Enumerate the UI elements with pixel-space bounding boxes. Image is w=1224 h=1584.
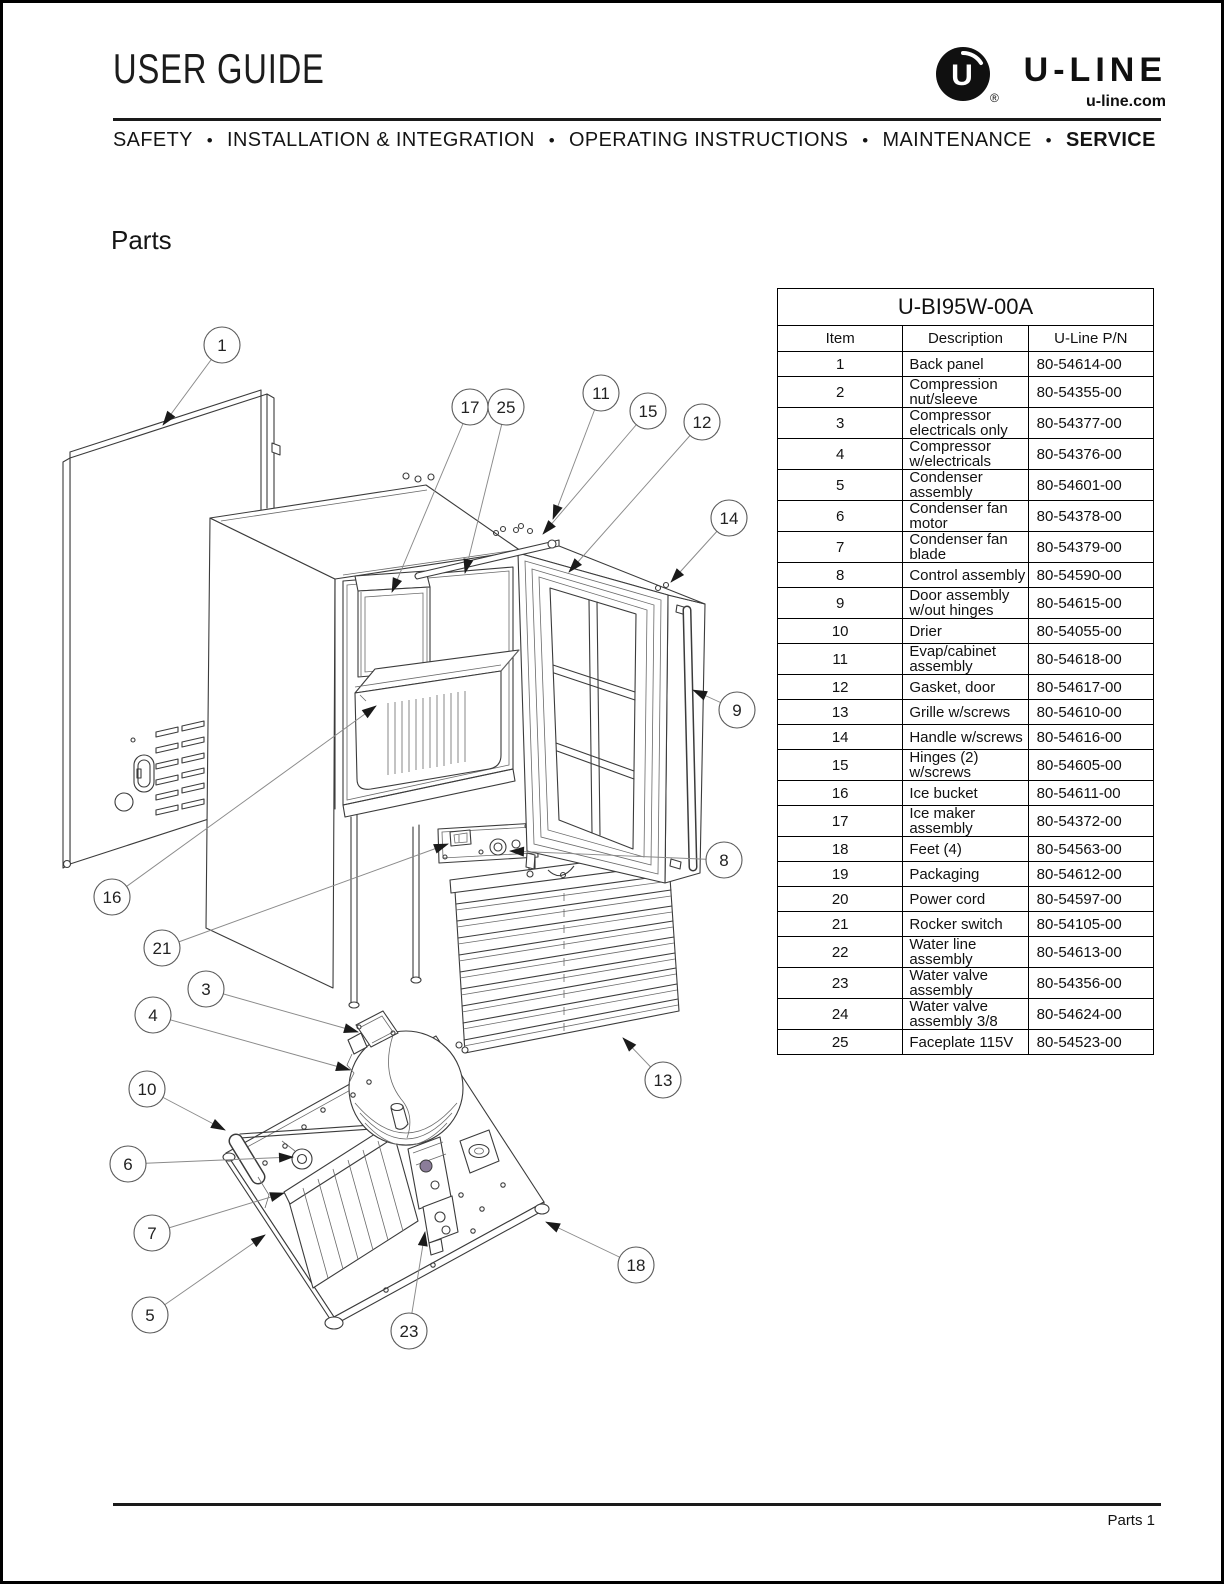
- part-number-cell: 80-54356-00: [1028, 968, 1153, 999]
- footer-divider: [113, 1503, 1161, 1506]
- part-number-cell: 80-54624-00: [1028, 999, 1153, 1030]
- column-header: Item: [778, 326, 903, 352]
- description-cell: Faceplate 115V: [903, 1030, 1028, 1055]
- item-cell: 2: [778, 377, 903, 408]
- callout-number: 12: [692, 412, 712, 432]
- part-number-cell: 80-54590-00: [1028, 563, 1153, 588]
- item-cell: 13: [778, 700, 903, 725]
- part-number-cell: 80-54610-00: [1028, 700, 1153, 725]
- callout-number: 14: [719, 508, 739, 528]
- leader-line-3: [206, 989, 358, 1032]
- item-cell: 6: [778, 501, 903, 532]
- door-drawing: [518, 544, 705, 883]
- nav-item-safety: SAFETY: [113, 129, 193, 151]
- exploded-parts-diagram: [3, 3, 1224, 1584]
- item-cell: 14: [778, 725, 903, 750]
- svg-text:U: U: [951, 59, 973, 92]
- leader-line-11: [553, 393, 601, 519]
- callout-number: 8: [719, 850, 729, 870]
- brand-logotype: U-LINE: [1023, 51, 1167, 89]
- callout-number: 23: [399, 1321, 419, 1341]
- item-cell: 10: [778, 619, 903, 644]
- compressor-deck-drawing: [223, 1011, 549, 1329]
- leader-line-15: [543, 411, 648, 534]
- part-number-cell: 80-54105-00: [1028, 912, 1153, 937]
- callout-number: 3: [201, 979, 211, 999]
- callout-number: 18: [626, 1255, 646, 1275]
- description-cell: Handle w/screws: [903, 725, 1028, 750]
- description-cell: Hinges (2) w/screws: [903, 750, 1028, 781]
- description-cell: Condenser assembly: [903, 470, 1028, 501]
- description-cell: Ice bucket: [903, 781, 1028, 806]
- callout-number: 15: [638, 401, 658, 421]
- part-number-cell: 80-54616-00: [1028, 725, 1153, 750]
- description-cell: Power cord: [903, 887, 1028, 912]
- part-number-cell: 80-54055-00: [1028, 619, 1153, 644]
- item-cell: 1: [778, 352, 903, 377]
- callout-number: 4: [148, 1005, 158, 1025]
- column-header: U-Line P/N: [1028, 326, 1153, 352]
- description-cell: Rocker switch: [903, 912, 1028, 937]
- part-number-cell: 80-54377-00: [1028, 408, 1153, 439]
- description-cell: Drier: [903, 619, 1028, 644]
- control-assembly-drawing: [438, 823, 538, 863]
- part-number-cell: 80-54618-00: [1028, 644, 1153, 675]
- item-cell: 21: [778, 912, 903, 937]
- nav-separator: •: [206, 130, 214, 150]
- description-cell: Water valve assembly: [903, 968, 1028, 999]
- nav-separator: •: [1045, 130, 1053, 150]
- item-cell: 12: [778, 675, 903, 700]
- part-number-cell: 80-54597-00: [1028, 887, 1153, 912]
- callout-number: 7: [147, 1223, 157, 1243]
- part-number-cell: 80-54601-00: [1028, 470, 1153, 501]
- part-number-cell: 80-54379-00: [1028, 532, 1153, 563]
- callout-number: 11: [592, 383, 610, 403]
- item-cell: 4: [778, 439, 903, 470]
- description-cell: Compressor electricals only: [903, 408, 1028, 439]
- parts-table-title: U-BI95W-00A: [778, 289, 1154, 326]
- grille-drawing: [450, 851, 679, 1053]
- column-header: Description: [903, 326, 1028, 352]
- nav-separator: •: [862, 130, 869, 150]
- nav-item-service: SERVICE: [1065, 129, 1156, 151]
- leader-line-5: [150, 1235, 265, 1315]
- part-number-cell: 80-54615-00: [1028, 588, 1153, 619]
- leader-line-12: [569, 422, 702, 572]
- callout-number: 13: [653, 1070, 673, 1090]
- description-cell: Compression nut/sleeve: [903, 377, 1028, 408]
- callout-number: 16: [102, 887, 122, 907]
- description-cell: Condenser fan motor: [903, 501, 1028, 532]
- nav-separator: •: [548, 130, 556, 150]
- page-title: USER GUIDE: [113, 45, 325, 92]
- item-cell: 16: [778, 781, 903, 806]
- item-cell: 19: [778, 862, 903, 887]
- nav-item-installation-integration: INSTALLATION & INTEGRATION: [227, 129, 535, 151]
- description-cell: Packaging: [903, 862, 1028, 887]
- item-cell: 18: [778, 837, 903, 862]
- description-cell: Control assembly: [903, 563, 1028, 588]
- part-number-cell: 80-54523-00: [1028, 1030, 1153, 1055]
- description-cell: Ice maker assembly: [903, 806, 1028, 837]
- part-number-cell: 80-54605-00: [1028, 750, 1153, 781]
- part-number-cell: 80-54614-00: [1028, 352, 1153, 377]
- part-number-cell: 80-54612-00: [1028, 862, 1153, 887]
- item-cell: 25: [778, 1030, 903, 1055]
- item-cell: 15: [778, 750, 903, 781]
- callout-number: 1: [217, 335, 227, 355]
- item-cell: 9: [778, 588, 903, 619]
- callout-number: 17: [460, 397, 480, 417]
- item-cell: 23: [778, 968, 903, 999]
- description-cell: Gasket, door: [903, 675, 1028, 700]
- item-cell: 22: [778, 937, 903, 968]
- callout-number: 25: [496, 397, 516, 417]
- part-number-cell: 80-54613-00: [1028, 937, 1153, 968]
- nav-item-maintenance: MAINTENANCE: [882, 129, 1032, 151]
- part-number-cell: 80-54617-00: [1028, 675, 1153, 700]
- description-cell: Water valve assembly 3/8: [903, 999, 1028, 1030]
- item-cell: 20: [778, 887, 903, 912]
- description-cell: Condenser fan blade: [903, 532, 1028, 563]
- page-number: Parts 1: [1107, 1512, 1155, 1529]
- brand-website: u-line.com: [1085, 93, 1166, 110]
- description-cell: Water line assembly: [903, 937, 1028, 968]
- item-cell: 8: [778, 563, 903, 588]
- description-cell: Back panel: [903, 352, 1028, 377]
- description-cell: Compressor w/electricals: [903, 439, 1028, 470]
- item-cell: 3: [778, 408, 903, 439]
- part-number-cell: 80-54355-00: [1028, 377, 1153, 408]
- description-cell: Evap/cabinet assembly: [903, 644, 1028, 675]
- item-cell: 17: [778, 806, 903, 837]
- callout-number: 21: [152, 938, 172, 958]
- part-number-cell: 80-54563-00: [1028, 837, 1153, 862]
- part-number-cell: 80-54611-00: [1028, 781, 1153, 806]
- callout-number: 5: [145, 1305, 155, 1325]
- part-number-cell: 80-54376-00: [1028, 439, 1153, 470]
- part-number-cell: 80-54372-00: [1028, 806, 1153, 837]
- callout-number: 6: [123, 1154, 133, 1174]
- item-cell: 5: [778, 470, 903, 501]
- nav-item-operating-instructions: OPERATING INSTRUCTIONS: [569, 129, 849, 151]
- registered-mark: ®: [990, 91, 999, 105]
- item-cell: 11: [778, 644, 903, 675]
- item-cell: 7: [778, 532, 903, 563]
- description-cell: Door assembly w/out hinges: [903, 588, 1028, 619]
- description-cell: Feet (4): [903, 837, 1028, 862]
- leader-line-4: [153, 1015, 350, 1070]
- section-heading: Parts: [111, 225, 172, 255]
- callout-number: 10: [137, 1079, 157, 1099]
- description-cell: Grille w/screws: [903, 700, 1028, 725]
- part-number-cell: 80-54378-00: [1028, 501, 1153, 532]
- callout-number: 9: [732, 700, 742, 720]
- item-cell: 24: [778, 999, 903, 1030]
